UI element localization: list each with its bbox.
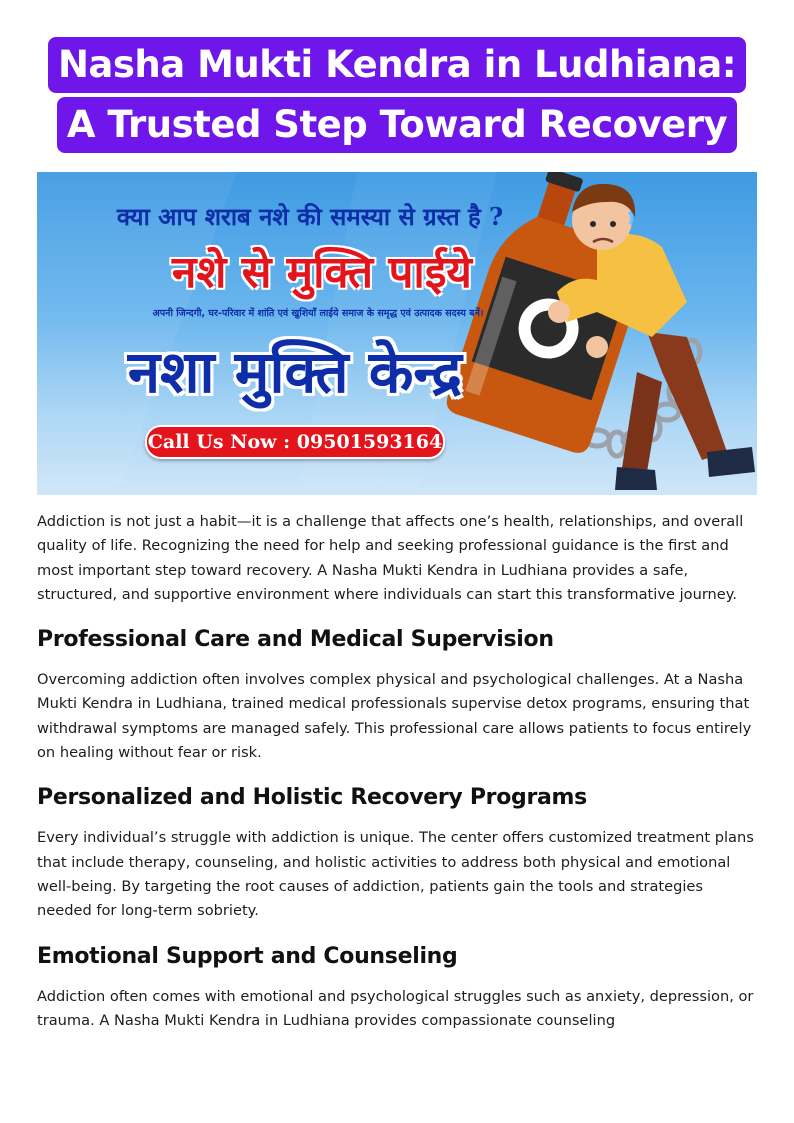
banner-center-name: नशा मुक्ति केन्द्र xyxy=(127,338,463,406)
title-line-2: A Trusted Step Toward Recovery xyxy=(57,97,737,153)
section-body-emotional-support: Addiction often comes with emotional and psychological struggles such as anxiety, depression, or trauma. A Nasha Mukti Kendra in Ludhiana provides compassionate counseling xyxy=(37,987,754,1029)
section-body-professional-care: Overcoming addiction often involves complex physical and psychological challenges. At a Nasha Mukti Kendra in Ludhiana, trained medical professionals supervise detox programs, ensuring that withdrawal symptoms are managed safely. This professional care allows patients to focus entirely on healing without fear or risk. xyxy=(37,671,752,762)
article-body xyxy=(37,510,759,1033)
section-body-holistic-programs: Every individual’s struggle with addiction is unique. The center offers customized treatment plans that include therapy, counseling, and holistic activities to address both physical and emotional well-being. By targeting the root causes of addiction, patients gain the tools and strategies needed for long-term sobriety. xyxy=(37,829,754,920)
banner-question: क्या आप शराब नशे की समस्या से ग्रस्त है ? xyxy=(116,202,504,231)
title-line-1: Nasha Mukti Kendra in Ludhiana: xyxy=(48,37,746,93)
intro-paragraph: Addiction is not just a habit—it is a challenge that affects one’s health, relationships, and overall quality of life. Recognizing the need for help and seeking professional guidance is the first and most important step toward recovery. A Nasha Mukti Kendra in Ludhiana provides a safe, structured, and supportive environment where individuals can start this transformative journey. xyxy=(37,513,744,603)
section-heading-holistic-programs: Personalized and Holistic Recovery Programs xyxy=(37,785,587,811)
section-heading-professional-care: Professional Care and Medical Supervision xyxy=(37,627,554,653)
page-title xyxy=(0,37,794,153)
call-button[interactable]: Call Us Now : 09501593164 xyxy=(145,425,445,459)
banner-headline: नशे से मुक्ति पाईये xyxy=(172,247,472,298)
section-heading-emotional-support: Emotional Support and Counseling xyxy=(37,943,458,969)
hero-banner xyxy=(37,172,757,495)
banner-subline: अपनी जिन्दगी, घर-परिवार में शांति एवं खुशियाँ लाईये समाज के समृद्ध एवं उत्पादक सदस्य बनें। xyxy=(152,308,484,319)
